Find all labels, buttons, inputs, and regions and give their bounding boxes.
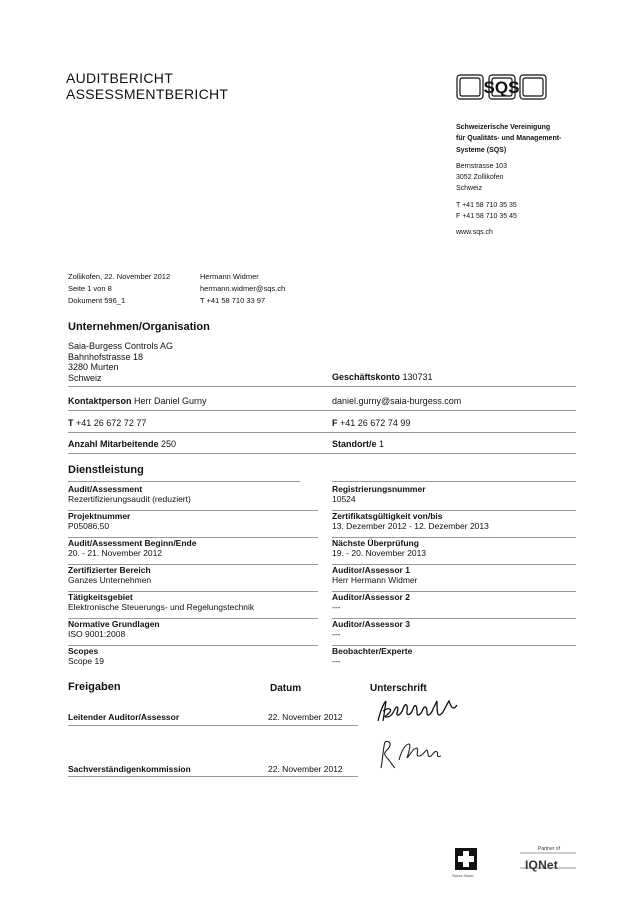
service-item-value: 13. Dezember 2012 - 12. Dezember 2013 [332,521,489,531]
swiss-made-logo [455,848,477,870]
service-left-column [68,484,318,672]
approval-date: 22. November 2012 [268,712,343,722]
company-street: Bahnhofstrasse 18 [68,351,144,362]
service-item-label: Zertifikatsgültigkeit von/bis [332,511,443,521]
sqs-name-3: Systeme (SQS) [456,146,507,154]
service-item-value: --- [332,602,341,612]
sqs-logo-text: SQS [483,78,520,97]
service-item [332,645,576,672]
service-item-value: Scope 19 [68,656,104,666]
company-name: Saia-Burgess Controls AG [68,341,174,351]
organisation-address [68,341,173,383]
service-item [332,591,576,618]
partner-of-label: Partner of [538,846,560,852]
service-item-value: 10524 [332,494,356,504]
company-fax-label: F [332,418,338,428]
service-item-label: Registrierungsnummer [332,484,426,494]
service-heading: Dienstleistung [68,464,144,476]
service-item-label: Audit/Assessment [68,484,143,494]
account-label: Geschäftskonto [332,372,401,382]
page-number: Seite 1 von 8 [68,284,112,293]
contact-person-label: Kontaktperson [68,396,132,406]
service-item-label: Nächste Überprüfung [332,538,419,548]
sqs-address-block [456,122,596,239]
signature-heading: Unterschrift [370,683,427,694]
service-item-label: Scopes [68,646,99,656]
company-city: 3280 Murten [68,362,119,372]
employees-value: 250 [161,439,177,449]
sqs-country: Schweiz [456,185,483,193]
service-item [68,564,318,591]
employees-field [68,439,176,450]
service-item-value: P05086.50 [68,521,110,531]
approval-label: Sachverständigenkommission [68,764,191,774]
company-fax-field [332,418,410,429]
sites-field [332,439,384,450]
title-line-1: AUDITBERICHT [66,70,174,86]
service-item-label: Auditor/Assessor 2 [332,592,410,602]
service-item-label: Auditor/Assessor 3 [332,619,410,629]
contact-meta [200,271,285,307]
service-item [68,591,318,618]
contact-email: hermann.widmer@sqs.ch [200,284,286,293]
company-country: Schweiz [68,372,102,383]
sites-label: Standort/e [332,439,377,449]
service-item-value: 19. - 20. November 2013 [332,548,427,558]
date-heading: Datum [270,683,302,694]
sqs-logo [455,73,548,101]
place-date: Zollikofen, 22. November 2012 [68,272,171,281]
account-value: 130731 [402,372,433,382]
service-item-value: 20. - 21. November 2012 [68,548,163,558]
service-item [332,564,576,591]
service-item-label: Zertifizierter Bereich [68,565,151,575]
report-title [66,70,228,102]
approval-label: Leitender Auditor/Assessor [68,712,180,722]
iqnet-logo: IQNet [525,858,559,872]
service-item-value: Elektronische Steuerungs- und Regelungstechnik [68,602,255,612]
service-item-value: Rezertifizierungsaudit (reduziert) [68,494,191,504]
company-fax-value: +41 26 672 74 99 [340,418,411,428]
approvals-heading: Freigaben [68,681,121,693]
service-item-label: Tätigkeitsgebiet [68,592,133,602]
sqs-name-1: Schweizerische Vereinigung [456,124,551,131]
contact-phone: T +41 58 710 33 97 [200,296,266,305]
service-item-label: Audit/Assessment Beginn/Ende [68,538,197,548]
service-item [68,484,318,510]
service-item-label: Beobachter/Experte [332,646,413,656]
employees-label: Anzahl Mitarbeitende [68,439,159,449]
signature-commission [375,738,445,774]
service-item-value: Herr Hermann Widmer [332,575,418,585]
document-number: Dokument 596_1 [68,296,126,305]
service-item [68,510,318,537]
account-field [332,372,433,383]
service-item [332,484,576,510]
service-item [68,618,318,645]
service-item [68,537,318,564]
swiss-made-caption: Swiss Made [452,873,474,878]
title-line-2: ASSESSMENTBERICHT [66,86,229,102]
service-item-label: Normative Grundlagen [68,619,160,629]
sites-value: 1 [379,439,385,449]
service-item [332,537,576,564]
service-item-value: ISO 9001:2008 [68,629,126,639]
service-item [332,618,576,645]
company-phone-label: T [68,418,74,428]
company-email: daniel.gurny@saia-burgess.com [332,396,462,406]
service-item-label: Projektnummer [68,511,131,521]
sqs-name-2: für Qualitäts- und Management- [456,135,562,143]
sqs-phone: T +41 58 710 35 35 [456,201,517,209]
sqs-street: Bernstrasse 103 [456,162,507,170]
approval-date: 22. November 2012 [268,764,343,774]
organisation-heading: Unternehmen/Organisation [68,321,210,333]
contact-name: Hermann Widmer [200,272,259,281]
document-meta [68,271,170,307]
contact-person-field [68,396,207,407]
service-item-value: --- [332,656,341,666]
company-phone-value: +41 26 672 72 77 [76,418,147,428]
service-item-value: Ganzes Unternehmen [68,575,152,585]
company-phone-field [68,418,146,429]
sqs-city: 3052 Zollikofen [456,174,504,182]
signature-lead-auditor [375,697,460,727]
contact-person-value: Herr Daniel Gurny [134,396,207,406]
sqs-web: www.sqs.ch [456,229,493,237]
service-right-column [332,484,576,672]
service-item [332,510,576,537]
service-item-label: Auditor/Assessor 1 [332,565,410,575]
sqs-fax: F +41 58 710 35 45 [456,213,517,221]
service-item [68,645,318,672]
service-item-value: --- [332,629,341,639]
